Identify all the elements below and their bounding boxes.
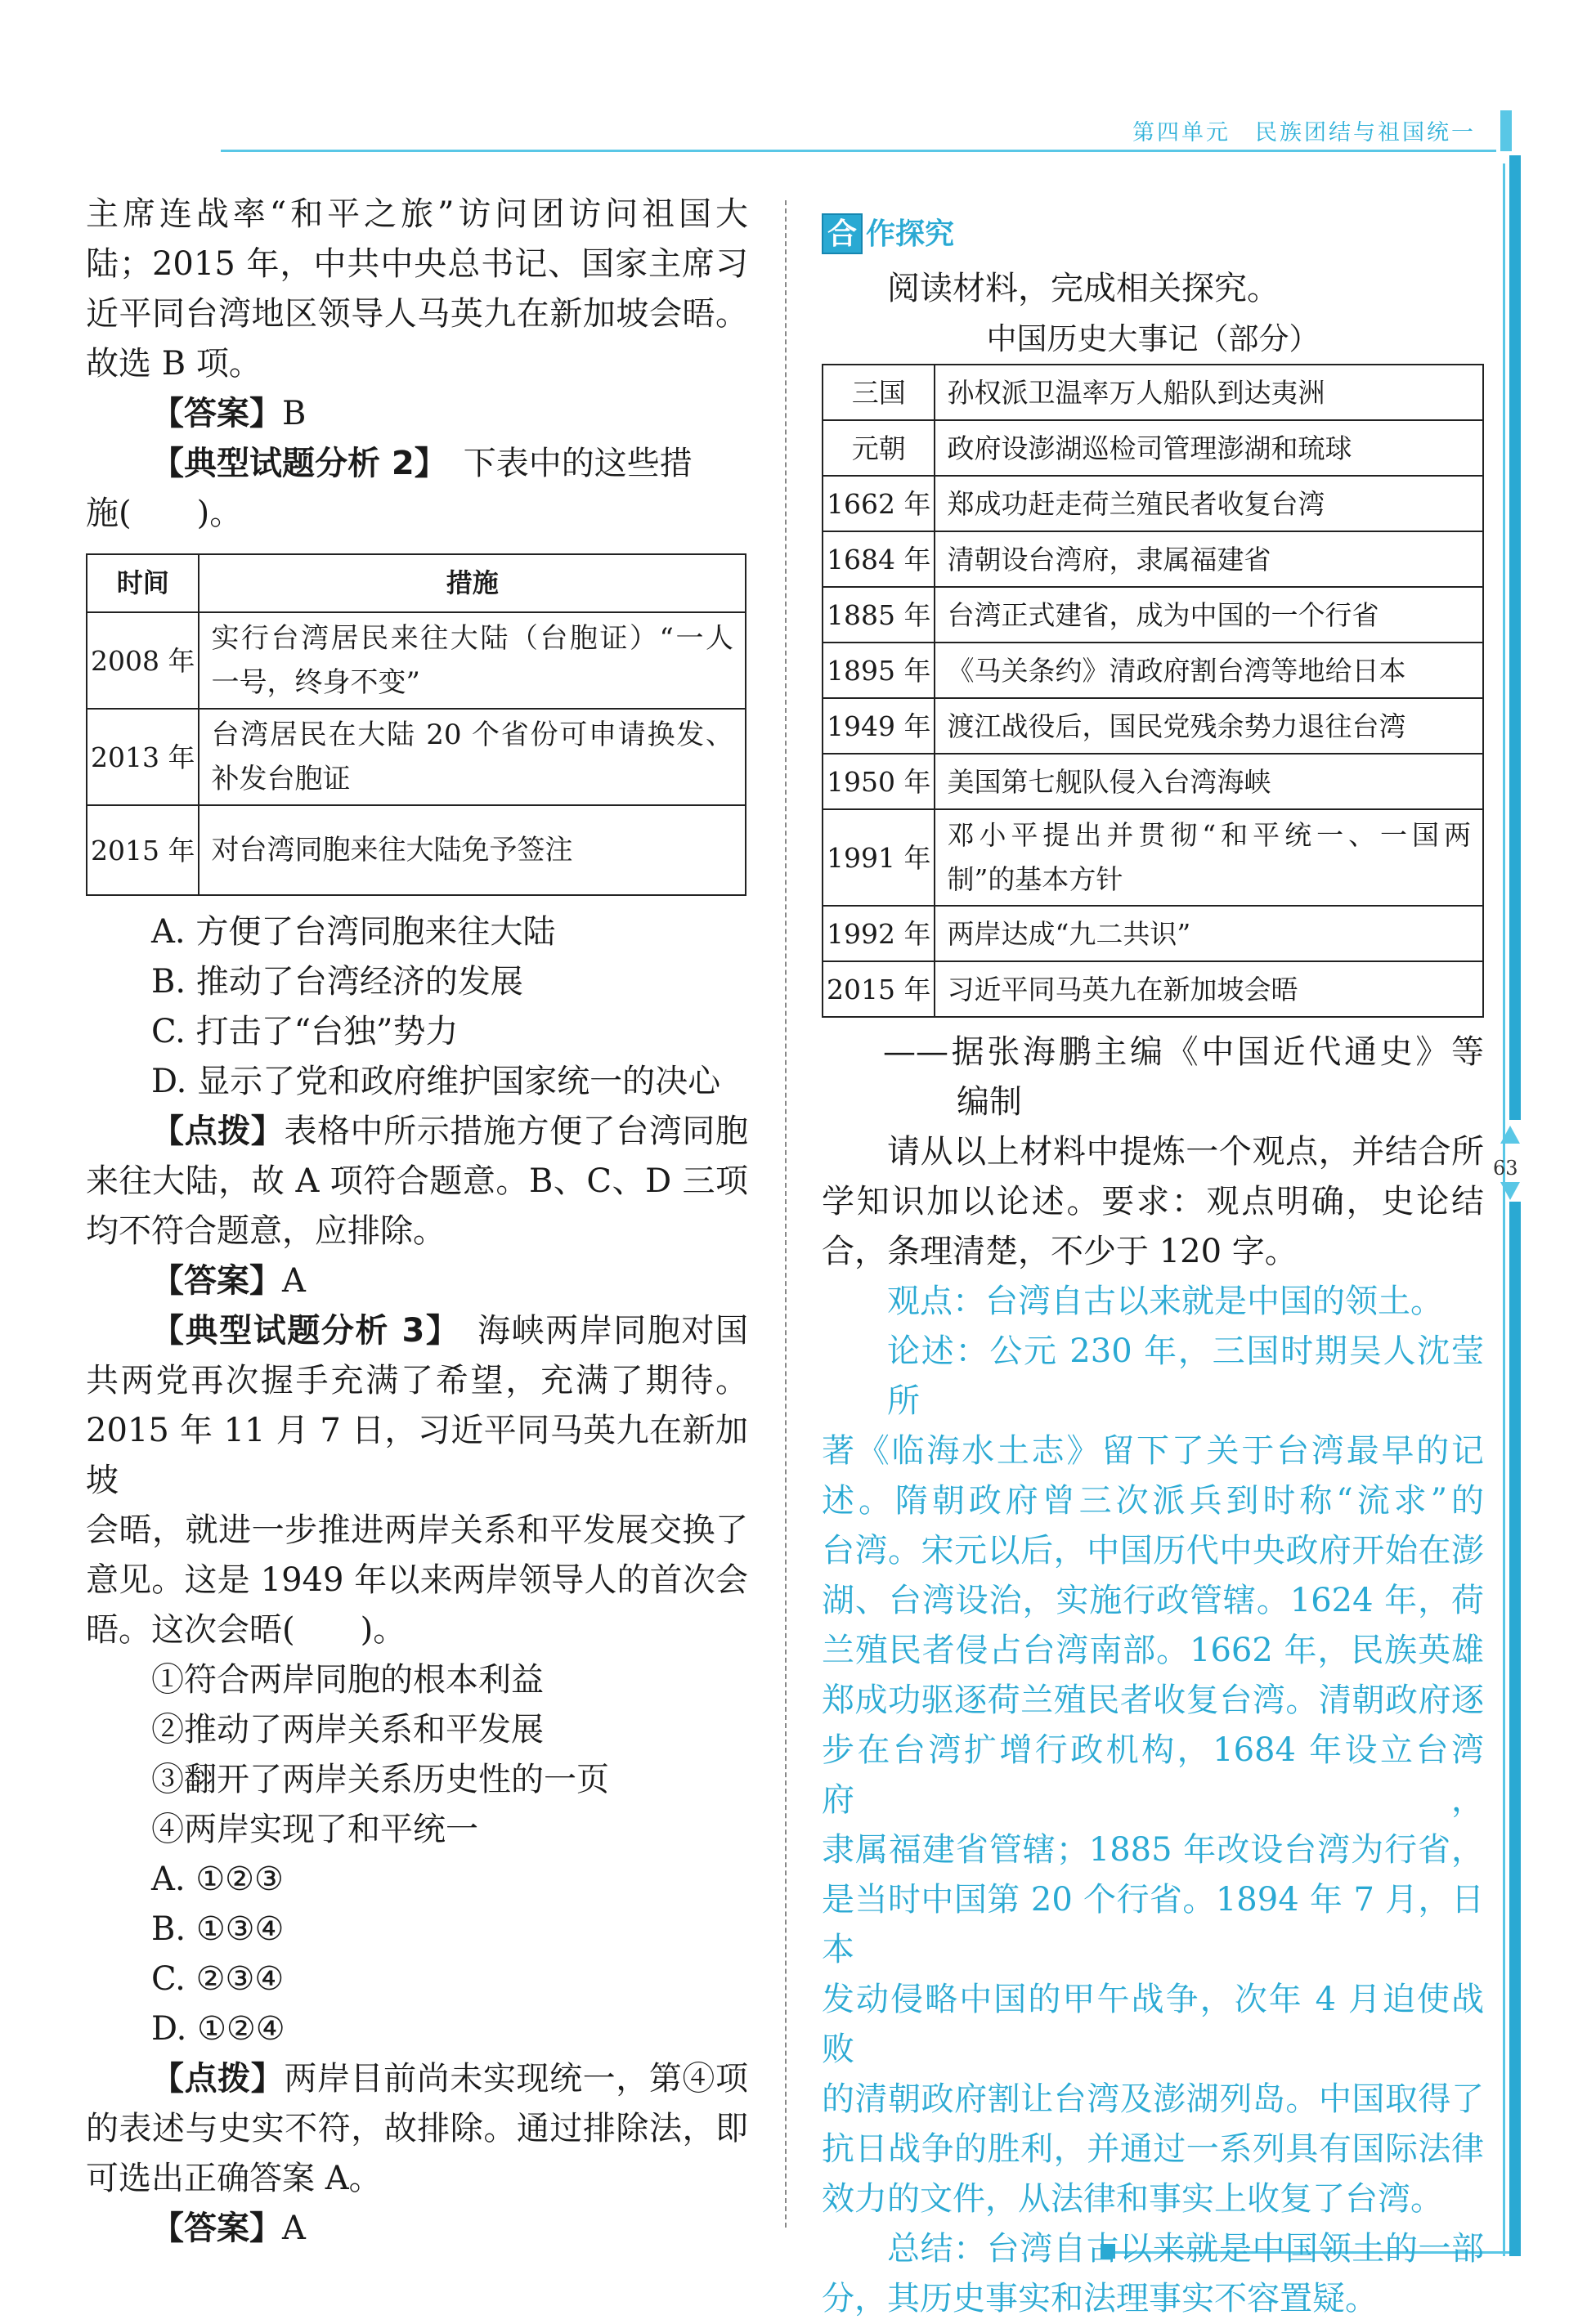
q2-option-a: A. 方便了台湾同胞来往大陆 <box>151 913 556 951</box>
argument-line: 湖、台湾设治，实施行政管辖。1624 年，荷 <box>822 1582 1484 1619</box>
answer-3 <box>86 2204 748 2254</box>
argument-line: 隶属福建省管辖；1885 年改设台湾为行省， <box>822 1831 1484 1869</box>
text-line: 来往大陆，故 A 项符合题意。B、C、D 三项 <box>86 1162 748 1200</box>
table-row <box>823 906 1483 961</box>
q2-stem-b: 施( )。 <box>86 495 243 532</box>
event-year: 1950 年 <box>823 754 935 809</box>
cell-line: 一号，终身不变” <box>211 666 420 699</box>
event-year: 2015 年 <box>823 961 935 1017</box>
hint-label: 【点拨】 <box>151 1113 285 1150</box>
argument-line: 论述：公元 230 年，三国时期吴人沈莹所 <box>887 1332 1484 1420</box>
argument-line: 的清朝政府割让台湾及澎湖列岛。中国取得了 <box>822 2080 1484 2118</box>
text-line: 主席连战率“和平之旅”访问团访问祖国大 <box>86 195 748 233</box>
q3-option-d: D. ①②④ <box>151 2010 285 2048</box>
table-header: 措施 <box>199 554 746 612</box>
table-row <box>87 612 746 709</box>
page-marker-up-icon <box>1500 1126 1520 1144</box>
table-title: 中国历史大事记（部分） <box>986 321 1320 356</box>
q2-option-b: B. 推动了台湾经济的发展 <box>151 963 523 1001</box>
hint-label: 【点拨】 <box>151 2060 285 2098</box>
event-year: 1684 年 <box>823 531 935 587</box>
margin-bar-top <box>1509 155 1521 1120</box>
q2-stem-a: 下表中的这些措 <box>430 445 693 482</box>
q2-stem <box>86 439 748 489</box>
hint-text: 两岸目前尚未实现统一，第④项 <box>284 2060 749 2098</box>
text-line: 近平同台湾地区领导人马英九在新加坡会晤。 <box>86 295 748 333</box>
argument-line: 步在台湾扩增行政机构，1684 年设立台湾府， <box>822 1731 1484 1819</box>
table-cell-year: 2008 年 <box>87 612 199 709</box>
answer-2 <box>86 1256 748 1306</box>
table-row <box>823 809 1483 906</box>
argument-line: 发动侵略中国的甲午战争，次年 4 月迫使战败 <box>822 1981 1484 2068</box>
answer-value: B <box>282 395 307 432</box>
cell-line: 邓小平提出并贯彻“和平统一、一国两 <box>947 819 1471 851</box>
event-desc: 美国第七舰队侵入台湾海峡 <box>935 754 1483 809</box>
q3-hint <box>86 2054 748 2104</box>
argument-line: 著《临海水土志》留下了关于台湾最早的记 <box>822 1432 1484 1470</box>
argument-line: 效力的文件，从法律和事实上收复了台湾。 <box>822 2180 1443 2218</box>
table-row <box>823 476 1483 531</box>
unit-title: 第四单元 民族团结与祖国统一 <box>1132 120 1476 146</box>
q3-stem <box>86 1306 748 1356</box>
q3-statement: ①符合两岸同胞的根本利益 <box>151 1661 544 1699</box>
q3-label: 【典型试题分析 3】 <box>151 1312 444 1350</box>
header-rule <box>221 150 1496 152</box>
table-row <box>823 961 1483 1017</box>
answer-label: 【答案】 <box>151 395 282 432</box>
table-row <box>823 643 1483 698</box>
event-desc: 政府设澎湖巡检司管理澎湖和琉球 <box>935 420 1483 476</box>
text-line: 晤。这次会晤( )。 <box>86 1611 406 1649</box>
text-line: 意见。这是 1949 年以来两岸领导人的首次会 <box>86 1561 748 1599</box>
q2-hint <box>86 1107 748 1157</box>
text-line: 2015 年 11 月 7 日，习近平同马英九在新加坡 <box>86 1412 748 1499</box>
event-year: 1885 年 <box>823 587 935 643</box>
section-heading <box>822 208 1484 259</box>
summary-line: 分，其历史事实和法理事实不容置疑。 <box>822 2280 1378 2317</box>
event-year: 1949 年 <box>823 698 935 754</box>
answer-label: 【答案】 <box>151 2210 282 2247</box>
section-title: 作探究 <box>866 217 955 251</box>
argument-line: 述。隋朝政府曾三次派兵到时称“流求”的 <box>822 1482 1484 1520</box>
table-row <box>87 709 746 805</box>
text-line: 共两党再次握手充满了希望，充满了期待。 <box>86 1362 748 1399</box>
event-desc: 《马关条约》清政府割台湾等地给日本 <box>935 643 1483 698</box>
event-desc: 渡江战役后，国民党残余势力退往台湾 <box>935 698 1483 754</box>
text-line: 会晤，就进一步推进两岸关系和平发展交换了 <box>86 1511 748 1549</box>
model-answer <box>822 1277 1484 2324</box>
text-line: 陆；2015 年，中共中央总书记、国家主席习 <box>86 245 748 283</box>
table-cell-measure <box>199 612 746 709</box>
question-line: 合，条理清楚，不少于 120 字。 <box>822 1233 1298 1270</box>
q3-option-a: A. ①②③ <box>151 1861 284 1898</box>
cell-line: 补发台胞证 <box>211 763 351 795</box>
table-cell-year: 2015 年 <box>87 805 199 895</box>
right-column <box>822 208 1484 2324</box>
event-year: 1662 年 <box>823 476 935 531</box>
text-line: 均不符合题意，应排除。 <box>86 1212 446 1250</box>
viewpoint: 观点：台湾自古以来就是中国的领土。 <box>887 1283 1443 1320</box>
table-row <box>823 420 1483 476</box>
event-desc <box>935 809 1483 906</box>
q3-stem-a: 海峡两岸同胞对国 <box>443 1312 749 1350</box>
table-header-row <box>87 554 746 612</box>
table-cell-year: 2013 年 <box>87 709 199 805</box>
question-line: 请从以上材料中提炼一个观点，并结合所 <box>887 1133 1484 1171</box>
event-year: 元朝 <box>823 420 935 476</box>
page-marker-down-icon <box>1500 1182 1520 1200</box>
answer-label: 【答案】 <box>151 1262 282 1300</box>
argument-line: 是当时中国第 20 个行省。1894 年 7 月，日本 <box>822 1881 1484 1968</box>
text-line: 可选出正确答案 A。 <box>86 2160 382 2197</box>
table-row <box>823 531 1483 587</box>
table-row <box>823 698 1483 754</box>
event-year: 1992 年 <box>823 906 935 961</box>
table-cell-measure <box>199 709 746 805</box>
page-number: 63 <box>1493 1157 1518 1180</box>
text-line: 故选 B 项。 <box>86 345 262 383</box>
answer-value: A <box>282 1262 306 1300</box>
summary-line: 总结：台湾自古以来就是中国领土的一部 <box>887 2230 1484 2268</box>
table-cell-measure <box>199 805 746 895</box>
q2-label: 【典型试题分析 2】 <box>151 445 431 482</box>
table-row <box>823 365 1483 420</box>
question-line: 学知识加以论述。要求：观点明确，史论结 <box>822 1183 1484 1220</box>
table-header: 时间 <box>87 554 199 612</box>
event-desc: 孙权派卫温率万人船队到达夷洲 <box>935 365 1483 420</box>
hint-text: 表格中所示措施方便了台湾同胞 <box>284 1113 749 1150</box>
argument-line: 郑成功驱逐荷兰殖民者收复台湾。清朝政府逐 <box>822 1681 1484 1719</box>
cell-line: 对台湾同胞来往大陆免予签注 <box>211 834 573 866</box>
argument-line: 台湾。宋元以后，中国历代中央政府开始在澎 <box>822 1532 1484 1569</box>
cell-line: 制”的基本方针 <box>947 863 1123 895</box>
cell-line: 实行台湾居民来往大陆（台胞证）“一人 <box>211 622 733 655</box>
q3-statement: ②推动了两岸关系和平发展 <box>151 1711 544 1749</box>
source-line: ——据张海鹏主编《中国近代通史》等 <box>883 1033 1484 1071</box>
margin-rule <box>1503 163 1505 2256</box>
q3-statement: ④两岸实现了和平统一 <box>151 1811 478 1848</box>
answer-1 <box>86 389 748 439</box>
section-icon: 合 <box>822 213 863 254</box>
event-year: 1991 年 <box>823 809 935 906</box>
text-line: 的表述与史实不符，故排除。通过排除法，即 <box>86 2110 748 2147</box>
answer-value: A <box>282 2210 306 2247</box>
column-divider <box>785 200 787 2228</box>
cell-line: 台湾居民在大陆 20 个省份可申请换发、 <box>211 719 733 751</box>
table-row <box>87 805 746 895</box>
q3-option-b: B. ①③④ <box>151 1910 285 1948</box>
event-desc: 习近平同马英九在新加坡会晤 <box>935 961 1483 1017</box>
events-table <box>822 364 1484 1018</box>
event-desc: 台湾正式建省，成为中国的一个行省 <box>935 587 1483 643</box>
source-line: 编制 <box>957 1083 1022 1121</box>
q2-option-c: C. 打击了“台独”势力 <box>151 1013 459 1050</box>
q3-statement: ③翻开了两岸关系历史性的一页 <box>151 1761 609 1798</box>
event-desc: 清朝设台湾府，隶属福建省 <box>935 531 1483 587</box>
event-year: 1895 年 <box>823 643 935 698</box>
table-row <box>823 754 1483 809</box>
measures-table <box>86 553 746 896</box>
margin-bar-bottom <box>1509 1202 1521 2256</box>
instruction: 阅读材料，完成相关探究。 <box>887 270 1280 307</box>
left-column <box>86 190 748 2254</box>
table-row <box>823 587 1483 643</box>
q2-option-d: D. 显示了党和政府维护国家统一的决心 <box>151 1063 721 1100</box>
event-desc: 两岸达成“九二共识” <box>935 906 1483 961</box>
header-tab <box>1500 110 1512 151</box>
argument-line: 抗日战争的胜利，并通过一系列具有国际法律 <box>822 2130 1484 2168</box>
q3-option-c: C. ②③④ <box>151 1960 285 1998</box>
event-year: 三国 <box>823 365 935 420</box>
argument-line: 兰殖民者侵占台湾南部。1662 年，民族英雄 <box>822 1632 1484 1669</box>
event-desc: 郑成功赶走荷兰殖民者收复台湾 <box>935 476 1483 531</box>
